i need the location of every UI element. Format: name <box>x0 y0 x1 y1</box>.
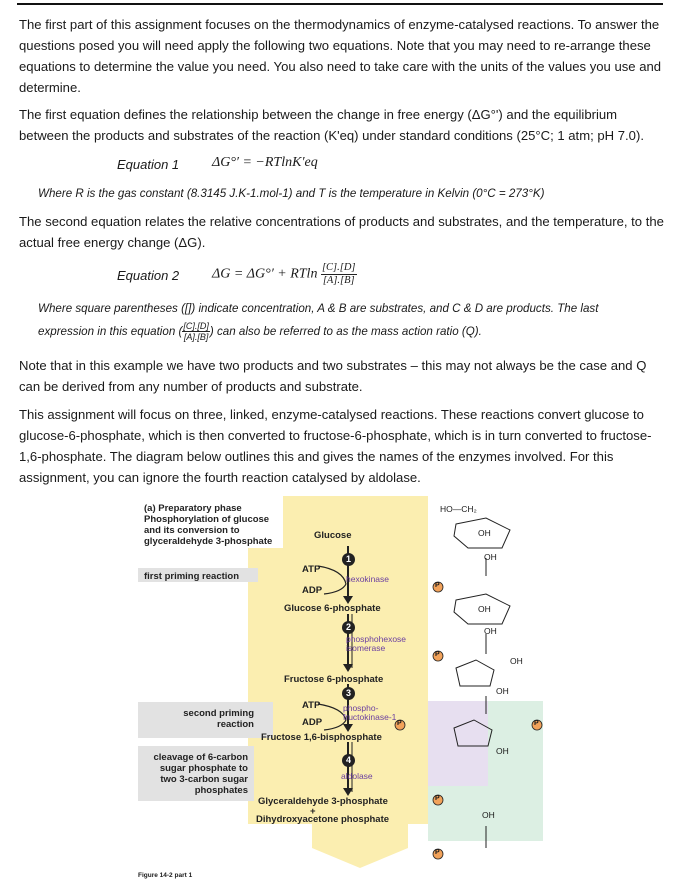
title-line-2: Phosphorylation of glucose <box>144 514 270 525</box>
diagram-title <box>144 503 272 547</box>
intro-paragraph: The first part of this assignment focuses on the thermodynamics of enzyme-catalysed reactions. To answer the questions posed you will need apply the following two equations. Note that you may need to re-arrange these equations to determine the value you need. You also need to take care with the units of the values you use and determine. <box>19 17 662 95</box>
gap-oh: OH <box>482 810 495 820</box>
enzyme3-line2: fructokinase-1 <box>343 712 397 722</box>
title-line-3: and its conversion to <box>144 525 240 536</box>
glucose-ch2oh: HO—CH₂ <box>440 504 477 514</box>
fructose-1-6-bisphosphate-label: Fructose 1,6-bisphosphate <box>261 732 382 743</box>
phosphofructokinase-label <box>343 704 396 722</box>
enzyme2-line2: isomerase <box>346 643 386 653</box>
equation2-fraction <box>321 262 357 287</box>
adp2-label: ADP <box>302 717 323 728</box>
p-label-3: P <box>397 720 402 727</box>
equation1-note: Where R is the gas constant (8.3145 J.K-1.mol-1) and T is the temperature in Kelvin (0°C = 273°K) <box>38 187 545 200</box>
step-1-badge: 1 <box>342 553 355 566</box>
cleavage-line3: two 3-carbon sugar <box>160 774 248 785</box>
g6p-oh: OH <box>478 604 491 614</box>
glucose-oh: OH <box>478 528 491 538</box>
cleavage-line2: sugar phosphate to <box>159 763 248 774</box>
equation1-formula: ΔG°′ = −RTlnK′eq <box>212 155 318 170</box>
atp1-label: ATP <box>302 564 321 575</box>
hexokinase-label: hexokinase <box>346 574 390 584</box>
equation2-prefix: ΔG = ΔG°′ + RTln <box>212 266 318 282</box>
cleavage-line1: cleavage of 6-carbon <box>153 752 248 763</box>
glycolysis-diagram <box>138 496 545 869</box>
enzyme3-line1: phospho- <box>343 703 379 713</box>
equation2-note-line2 <box>38 321 658 342</box>
equation2-note-part2: ) can also be referred to as the mass action ratio (Q). <box>209 325 482 338</box>
equation2-note-line1: Where square parentheses ([]) indicate concentration, A & B are substrates, and C & D are products. The last <box>38 302 599 315</box>
title-line-4: glyceraldehyde 3-phosphate <box>144 536 273 547</box>
equation2-denominator: [A].[B] <box>322 275 355 286</box>
glucose-6-phosphate-label: Glucose 6-phosphate <box>284 603 381 614</box>
f16bp-oh: OH <box>496 746 509 756</box>
f6p-bottom-oh: OH <box>496 686 509 696</box>
plus-sign: + <box>310 806 316 817</box>
second-priming-label <box>144 708 254 730</box>
equation1-label: Equation 1 <box>117 157 180 172</box>
p-label-2: P <box>435 651 440 658</box>
equation2-label: Equation 2 <box>117 268 180 283</box>
equation2-formula <box>212 262 357 287</box>
glucose-bottom-oh: OH <box>484 552 497 562</box>
adp1-label: ADP <box>302 585 323 596</box>
aldolase-label: aldolase <box>341 771 373 781</box>
dihydroxyacetone-phosphate-label: Dihydroxyacetone phosphate <box>256 814 390 825</box>
glyceraldehyde-3-phosphate-label: Glyceraldehyde 3-phosphate <box>258 796 388 807</box>
top-rule <box>17 3 663 5</box>
enzyme2-line1: phosphohexose <box>346 634 407 644</box>
step-4-badge: 4 <box>342 754 355 767</box>
phosphohexose-isomerase-label <box>346 635 406 653</box>
equation2-intro: The second equation relates the relative concentrations of products and substrates, and the temperature, to the actual free energy change (ΔG). <box>19 214 664 250</box>
first-priming-label: first priming reaction <box>144 571 240 582</box>
equation1-intro: The first equation defines the relationship between the change in free energy (ΔG°') and the equilibrium between the products and substrates of the reaction (K'eq) under standard conditions (25°C; 1 atm; pH 7.0). <box>19 107 644 143</box>
glucose-label: Glucose <box>314 530 352 541</box>
f6p-oh: OH <box>510 656 523 666</box>
g6p-bottom-oh: OH <box>484 626 497 636</box>
figure-caption: Figure 14-2 part 1 <box>138 872 193 879</box>
assignment-paragraph: This assignment will focus on three, linked, enzyme-catalysed reactions. These reactions convert glucose to glucose-6-phosphate, which is then converted to fructose-6-phosphate, which is in turn converted to fructose-1,6-phosphate. The diagram below outlines this and gives the names of the enzymes involved. For this assignment, you can ignore the fourth reaction catalysed by aldolase. <box>19 407 652 485</box>
mass-action-denominator: [A].[B] <box>183 332 209 343</box>
step-3-badge: 3 <box>342 687 355 700</box>
mass-action-fraction <box>182 321 210 342</box>
equation2-numerator: [C].[D] <box>321 262 356 273</box>
mass-action-numerator: [C].[D] <box>183 321 209 332</box>
title-line-1: (a) Preparatory phase <box>144 503 242 514</box>
second-priming-line1: second priming <box>183 708 254 719</box>
second-priming-line2: reaction <box>217 719 254 730</box>
purple-region <box>428 701 488 786</box>
atp2-label: ATP <box>302 700 321 711</box>
p-label-1: P <box>435 582 440 589</box>
step-2-badge: 2 <box>342 621 355 634</box>
note-paragraph: Note that in this example we have two products and two substrates – this may not always be the case and Q can be derived from any number of products and substrate. <box>19 358 647 394</box>
fructose-6-phosphate-label: Fructose 6-phosphate <box>284 674 384 685</box>
cleavage-line4: phosphates <box>194 785 248 796</box>
p-label-5: P <box>435 795 440 802</box>
cleavage-label <box>144 752 248 796</box>
p-label-6: P <box>435 849 440 856</box>
p-label-4: P <box>534 720 539 727</box>
equation2-note-part1: expression in this equation ( <box>38 325 183 338</box>
